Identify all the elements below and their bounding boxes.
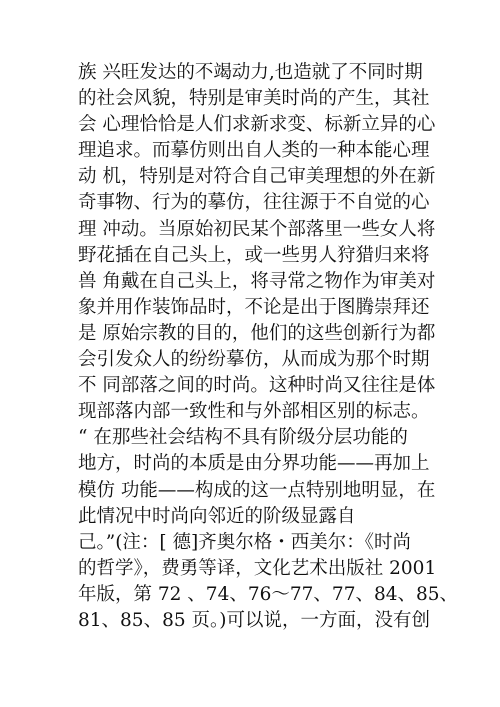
text-line: “ 在那些社会结构不具有阶级分层功能的 [78, 427, 408, 449]
text-line: 动 机，特别是对符合自己审美理想的外在新 [78, 166, 436, 188]
text-line: 己。”(注：[ 德]齐奥尔格・西美尔：《时尚 [78, 531, 411, 553]
text-line: 会引发众人的纷纷摹仿，从而成为那个时期 [78, 349, 430, 371]
text-line: 地方，时尚的本质是由分界功能——再加上 [78, 453, 430, 475]
body-text [78, 60, 459, 634]
text-line: 族 兴旺发达的不竭动力,也造就了不同时期 [78, 62, 423, 83]
text-line: 此情况中时尚向邻近的阶级显露自 [78, 505, 356, 527]
text-line: 理 冲动。当原始初民某个部落里一些女人将 [78, 218, 436, 240]
text-line: 年版，第 72 、74、76～77、77、84、85、 [78, 583, 459, 605]
text-line: 的哲学》，费勇等译，文化艺术出版社 2001 [78, 557, 437, 579]
text-line: 会 心理恰恰是人们求新求变、标新立异的心 [78, 114, 436, 136]
text-line: 理追求。而摹仿则出自人类的一种本能心理 [78, 140, 430, 162]
text-line: 是 原始宗教的目的，他们的这些创新行为都 [78, 322, 436, 344]
text-line: 的社会风貌，特别是审美时尚的产生，其社 [78, 88, 430, 110]
text-line: 模仿 功能——构成的这一点特别地明显，在 [78, 479, 436, 501]
text-line: 象并用作装饰品时，不论是出于图腾崇拜还 [78, 296, 430, 318]
text-line: 奇事物、行为的摹仿，往往源于不自觉的心 [78, 192, 430, 214]
text-line: 不 同部落之间的时尚。这种时尚又往往是体 [78, 375, 436, 397]
text-line: 兽 角戴在自己头上，将寻常之物作为审美对 [78, 270, 436, 292]
text-line: 现部落内部一致性和与外部相区别的标志。 [78, 401, 430, 423]
text-line: 81、85、85 页。)可以说，一方面，没有创 [78, 609, 430, 631]
text-line: 野花插在自己头上，或一些男人狩猎归来将 [78, 244, 430, 266]
